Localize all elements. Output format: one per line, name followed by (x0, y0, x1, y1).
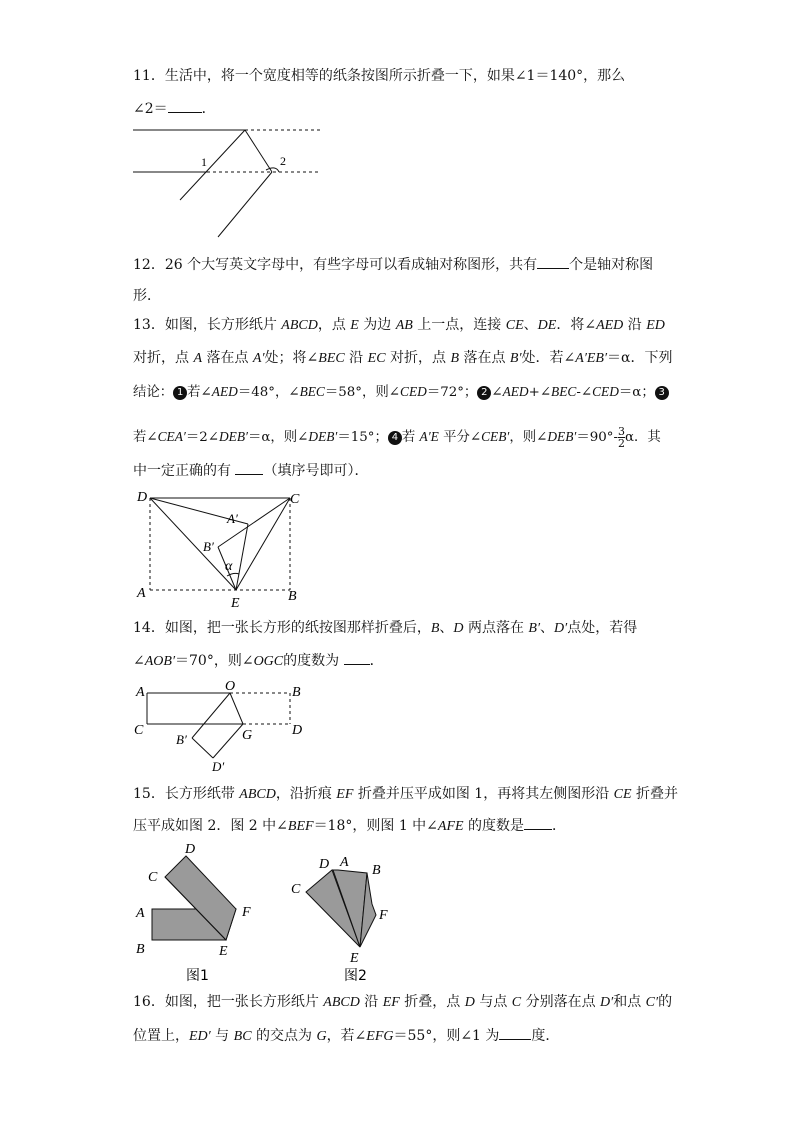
circled-number-2: 2 (477, 386, 491, 400)
label-A: A (137, 586, 146, 601)
t: D′ (554, 621, 568, 636)
t: D′ (600, 995, 614, 1010)
t: CEA′ (157, 429, 186, 444)
t: E (350, 318, 359, 333)
t: ＝48°，∠ (237, 385, 300, 400)
t: 、 (523, 317, 538, 333)
label-C: C (291, 882, 301, 897)
label-A-prime: A′ (227, 511, 238, 526)
label-F: F (242, 905, 251, 920)
t: BEC (318, 351, 345, 366)
fraction-numerator: 3 (617, 425, 625, 438)
t: C′ (645, 995, 659, 1010)
q12-text-b: 个是轴对称图 (569, 257, 654, 273)
q11-period: ． (201, 101, 216, 117)
t: CE (505, 318, 524, 333)
q12-text-c: 形． (133, 288, 161, 304)
t: BC (233, 1029, 252, 1044)
t: AOB′ (144, 654, 176, 669)
label-F: F (379, 908, 388, 923)
q15-figure-2 (291, 855, 388, 984)
t: CE (613, 787, 632, 802)
t: 折叠，点 (399, 994, 465, 1010)
t: 压平成如图 2．图 2 中∠ (133, 818, 288, 834)
t: 为边 (358, 317, 396, 333)
t: 对折，点 (133, 350, 194, 366)
t: EFG (366, 1029, 394, 1044)
t: 与点 (474, 994, 512, 1010)
t: ＝55°，则∠1 为 (393, 1028, 500, 1044)
label-B-prime: B′ (176, 732, 187, 747)
fig2-caption: 图2 (344, 968, 367, 984)
fig1-caption: 图1 (186, 968, 209, 984)
t: ＝18°，则图 1 中∠ (313, 818, 438, 834)
t: 的交点为 (251, 1028, 317, 1044)
t: 折叠并压平成如图 1，再将其左侧图形沿 (353, 786, 614, 802)
t: A′EB′ (575, 351, 608, 366)
t: 对折，点 (385, 350, 451, 366)
t: CEB′ (481, 429, 510, 444)
t: A′E (419, 429, 439, 444)
t: EF (336, 787, 354, 802)
t: ＝70°，则∠ (175, 653, 254, 669)
t: CED (400, 384, 427, 399)
t: 中一定正确的有 (133, 463, 236, 479)
t: DEB′ (308, 429, 338, 444)
q11-angle1-label: 1 (201, 155, 207, 169)
t: ．将∠ (556, 317, 597, 333)
t: ABCD (281, 318, 318, 333)
t: 的度数是 (463, 818, 525, 834)
t: ＝58°，则∠ (324, 385, 401, 400)
t: 落在点 (459, 350, 510, 366)
t: 平分∠ (438, 430, 482, 445)
label-A: A (136, 685, 145, 700)
t: （填序号即可）． (263, 463, 369, 479)
t: D (464, 995, 475, 1010)
t: DEB′ (219, 429, 248, 444)
t: 分别落在点 (521, 994, 601, 1010)
t: 14．如图，把一张长方形的纸按图那样折叠后， (133, 620, 431, 636)
label-D: D (137, 490, 148, 505)
t: 度． (531, 1028, 560, 1044)
t: 若 (401, 430, 420, 445)
t: 的度数为 (283, 653, 344, 669)
t: ． (369, 653, 384, 669)
t: B (450, 351, 459, 366)
t: B (430, 621, 440, 636)
t: EF (382, 995, 400, 1010)
q16-line-2 (133, 1027, 559, 1046)
t: ，沿折痕 (275, 786, 337, 802)
label-A: A (340, 855, 349, 870)
t: 处．若∠ (521, 350, 576, 366)
t: α．其 (624, 430, 661, 445)
t: 13．如图，长方形纸片 (133, 317, 282, 333)
q15-figure-1 (135, 842, 251, 984)
t: AED (211, 384, 238, 399)
q11-text: 11．生活中，将一个宽度相等的纸条按图所示折叠一下，如果∠1＝140°，那么 (133, 68, 626, 84)
t: 沿 (344, 350, 368, 366)
t: ∠ (491, 385, 503, 400)
t: ＝α．下列 (607, 350, 673, 366)
t: BEC (551, 384, 577, 399)
t: ED′ (189, 1029, 211, 1044)
t: 16．如图，把一张长方形纸片 (133, 994, 324, 1010)
label-A: A (136, 906, 145, 921)
t: 15．长方形纸带 (133, 786, 240, 802)
t: 折叠并 (631, 786, 678, 802)
t: ＝α； (618, 385, 655, 400)
t: -∠ (576, 385, 593, 400)
t: OGC (253, 654, 284, 669)
circled-number-1: 1 (173, 386, 187, 400)
label-C: C (290, 492, 300, 507)
label-B: B (292, 685, 301, 700)
label-D: D (319, 857, 330, 872)
t: B′ (509, 351, 522, 366)
q12-text-a: 12．26 个大写英文字母中，有些字母可以看成轴对称图形，共有 (133, 257, 538, 273)
t: AFE (437, 819, 464, 834)
label-E: E (350, 951, 359, 966)
fraction-denominator: 2 (617, 437, 625, 450)
t: 沿 (623, 317, 647, 333)
t: +∠ (528, 385, 552, 400)
t: BEF (287, 819, 314, 834)
label-G: G (242, 728, 253, 743)
t: AED (502, 384, 529, 399)
t: ＝α，则∠ (247, 430, 309, 445)
circled-number-4: 4 (388, 431, 402, 445)
label-C: C (148, 870, 158, 885)
label-alpha: α (225, 559, 233, 574)
label-B: B (136, 942, 145, 957)
t: ED (646, 318, 665, 333)
t: 若∠ (133, 430, 158, 445)
t: AED (596, 318, 624, 333)
q16-line-1 (133, 993, 672, 1012)
t: 处；将∠ (264, 350, 319, 366)
t: ∠ (133, 653, 145, 669)
label-C: C (134, 723, 144, 738)
t: BEC (299, 384, 325, 399)
q11-angle2-label: ∠2＝ (133, 101, 168, 117)
t: 、 (439, 620, 454, 636)
t: ，点 (317, 317, 351, 333)
t: 沿 (359, 994, 383, 1010)
t: 结论： (133, 385, 174, 400)
label-D-prime: D′ (212, 759, 225, 774)
t: 两点落在 (463, 620, 529, 636)
t: C (511, 995, 522, 1010)
t: A (193, 351, 203, 366)
t: 与 (210, 1028, 234, 1044)
label-D: D (292, 723, 303, 738)
circled-number-3: 3 (655, 386, 669, 400)
t: 位置上， (133, 1028, 189, 1044)
t: DEB′ (547, 429, 577, 444)
t: 落在点 (202, 350, 253, 366)
t: B′ (528, 621, 541, 636)
t: EC (367, 351, 386, 366)
t: 的 (658, 994, 673, 1010)
label-E: E (219, 944, 228, 959)
t: AB (395, 318, 413, 333)
t: G (316, 1029, 327, 1044)
label-E: E (231, 596, 240, 611)
t: ABCD (323, 995, 360, 1010)
q11-angle2-mark: 2 (280, 154, 286, 168)
t: ABCD (239, 787, 276, 802)
t: DE (537, 318, 557, 333)
t: 点处，若得 (567, 620, 638, 636)
label-B-prime: B′ (203, 539, 214, 554)
t: D (453, 621, 464, 636)
t: 上一点，连接 (412, 317, 506, 333)
label-B: B (372, 863, 381, 878)
t: ＝90°- (576, 430, 618, 445)
answer-blank-16[interactable] (499, 1027, 531, 1040)
t: ＝2∠ (185, 430, 219, 445)
t: 若∠ (187, 385, 212, 400)
t: ． (552, 818, 567, 834)
t: A′ (252, 351, 265, 366)
label-D: D (185, 842, 196, 857)
t: 、 (540, 620, 555, 636)
t: ＝72°； (426, 385, 478, 400)
label-O: O (225, 679, 236, 694)
t: ＝15°； (337, 430, 388, 445)
t: CED (592, 384, 619, 399)
t: ，若∠ (326, 1028, 367, 1044)
label-B: B (288, 589, 297, 604)
t: ，则∠ (509, 430, 548, 445)
t: 和点 (613, 994, 646, 1010)
